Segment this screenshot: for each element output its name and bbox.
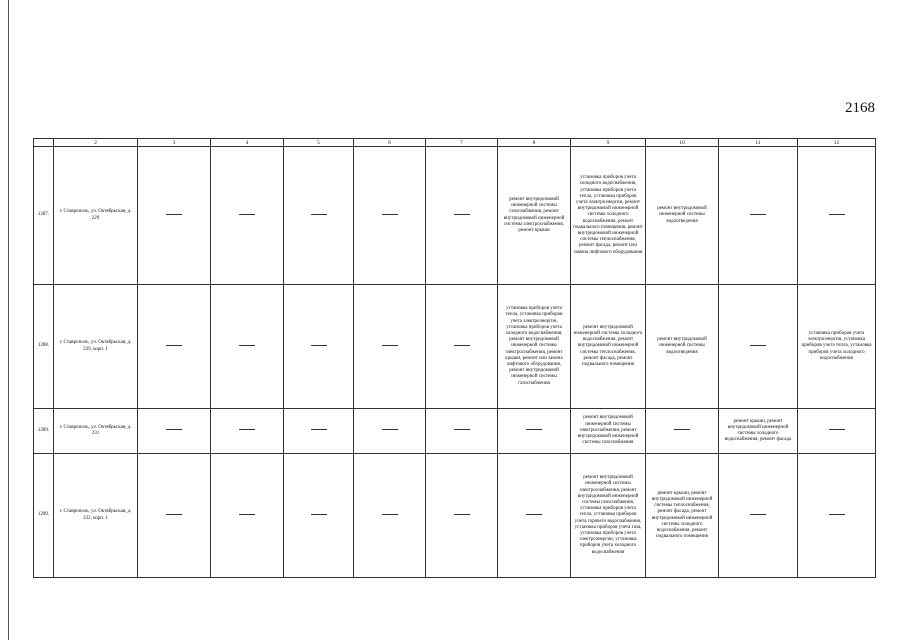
dash-mark xyxy=(166,429,182,430)
row-number: 1288. xyxy=(34,285,54,409)
dash-mark xyxy=(239,514,255,515)
dash-mark xyxy=(311,345,327,346)
page-number: 2168 xyxy=(845,100,875,116)
address-cell: г. Ставрополь, ул. Октябрьская, д. 229, корп. 1 xyxy=(54,285,138,409)
empty-cell xyxy=(211,147,284,285)
empty-cell xyxy=(354,147,426,285)
dash-mark xyxy=(454,514,470,515)
empty-cell xyxy=(211,409,284,454)
empty-cell xyxy=(284,409,354,454)
works-cell: ремонт внутридомовой инженерной системы электроснабжения, ремонт внутридомовой инженерной системы газоснабжения, установка приборов учета тепла, установка приборов учета горячего водоснабжения, установка приборов учета газа, установка приборов учета электроэнергии, установка приборов учета холодного водоснабжения xyxy=(571,454,646,578)
dash-mark xyxy=(829,214,845,215)
empty-cell xyxy=(284,147,354,285)
header-cell: 5 xyxy=(284,139,354,147)
address-cell: г. Ставрополь, ул. Октябрьская, д. 231 xyxy=(54,409,138,454)
dash-mark xyxy=(311,214,327,215)
dash-mark xyxy=(382,514,398,515)
header-cell: 12 xyxy=(798,139,876,147)
empty-cell xyxy=(719,454,798,578)
header-cell: 7 xyxy=(426,139,498,147)
works-cell: ремонт внутридомовой инженерной системы газоснабжения, ремонт внутридомовой инженерной системы электроснабжения, ремонт крыши xyxy=(498,147,571,285)
empty-cell xyxy=(354,409,426,454)
header-cell: 10 xyxy=(646,139,719,147)
empty-cell xyxy=(138,409,211,454)
empty-cell xyxy=(798,147,876,285)
empty-cell xyxy=(498,409,571,454)
empty-cell xyxy=(138,147,211,285)
empty-cell xyxy=(426,454,498,578)
dash-mark xyxy=(526,514,542,515)
dash-mark xyxy=(454,429,470,430)
row-number: 1287. xyxy=(34,147,54,285)
dash-mark xyxy=(382,214,398,215)
dash-mark xyxy=(311,429,327,430)
works-cell: ремонт внутридомовой инженерной системы холодного водоснабжения, ремонт внутридомовой инженерной системы теплоснабжения, ремонт фасада, ремонт подвального помещения xyxy=(571,285,646,409)
header-cell: 3 xyxy=(138,139,211,147)
works-cell: установка приборов учета холодного водоснабжения, установка приборов учета тепла, установка приборов учета электроэнергии, ремонт внутридомовой инженерной системы холодного водоснабжения, ремонт подвального помещения, ремонт внутридомовой инженерной системы теплоснабжения, ремонт фасада, ремонт или замена лифтового оборудования xyxy=(571,147,646,285)
header-row xyxy=(34,139,876,147)
dash-mark xyxy=(750,345,766,346)
empty-cell xyxy=(211,285,284,409)
table-row xyxy=(34,147,876,285)
dash-mark xyxy=(311,514,327,515)
empty-cell xyxy=(719,285,798,409)
dash-mark xyxy=(166,214,182,215)
dash-mark xyxy=(526,429,542,430)
dash-mark xyxy=(454,345,470,346)
works-cell: ремонт внутридомовой инженерной системы водоотведения xyxy=(646,147,719,285)
empty-cell xyxy=(211,454,284,578)
empty-cell xyxy=(284,454,354,578)
dash-mark xyxy=(454,214,470,215)
dash-mark xyxy=(239,345,255,346)
dash-mark xyxy=(166,514,182,515)
works-cell: ремонт внутридомовой инженерной системы электроснабжения, ремонт внутридомовой инженерной системы газоснабжения xyxy=(571,409,646,454)
dash-mark xyxy=(382,429,398,430)
empty-cell xyxy=(354,285,426,409)
empty-cell xyxy=(646,409,719,454)
table-row xyxy=(34,285,876,409)
empty-cell xyxy=(426,147,498,285)
empty-cell xyxy=(426,285,498,409)
dash-mark xyxy=(166,345,182,346)
dash-mark xyxy=(829,514,845,515)
works-cell: установка приборов учета электроэнергии, установка приборов учета тепла, установка приборов учета холодного водоснабжения xyxy=(798,285,876,409)
table-row xyxy=(34,409,876,454)
header-cell xyxy=(34,139,54,147)
dash-mark xyxy=(239,429,255,430)
dash-mark xyxy=(750,214,766,215)
dash-mark xyxy=(829,429,845,430)
row-number: 1290. xyxy=(34,454,54,578)
table-row xyxy=(34,454,876,578)
empty-cell xyxy=(138,454,211,578)
margin-line xyxy=(8,0,9,640)
empty-cell xyxy=(284,285,354,409)
header-cell: 4 xyxy=(211,139,284,147)
address-cell: г. Ставрополь, ул. Октябрьская, д. 229 xyxy=(54,147,138,285)
dash-mark xyxy=(239,214,255,215)
address-cell: г. Ставрополь, ул. Октябрьская, д. 232, корп. 1 xyxy=(54,454,138,578)
row-number: 1289. xyxy=(34,409,54,454)
dash-mark xyxy=(382,345,398,346)
empty-cell xyxy=(138,285,211,409)
header-cell: 8 xyxy=(498,139,571,147)
register-table xyxy=(33,138,876,578)
empty-cell xyxy=(498,454,571,578)
header-cell: 2 xyxy=(54,139,138,147)
empty-cell xyxy=(354,454,426,578)
dash-mark xyxy=(750,514,766,515)
header-cell: 9 xyxy=(571,139,646,147)
works-cell: ремонт внутридомовой инженерной системы водоотведения xyxy=(646,285,719,409)
empty-cell xyxy=(719,147,798,285)
empty-cell xyxy=(798,454,876,578)
dash-mark xyxy=(674,429,690,430)
works-cell: ремонт крыши, ремонт внутридомовой инженерной системы теплоснабжения, ремонт фасада, ремонт внутридомовой инженерной системы холодного водоснабжения, ремонт подвального помещения xyxy=(646,454,719,578)
works-cell: установка приборов учета тепла, установка приборов учета электроэнергии, установка приборов учета холодного водоснабжения, ремонт внутридомовой инженерной системы электроснабжения, ремонт крыши, ремонт или замена лифтового оборудования, ремонт внутридомовой инженерной системы газоснабжения xyxy=(498,285,571,409)
header-cell: 6 xyxy=(354,139,426,147)
empty-cell xyxy=(426,409,498,454)
empty-cell xyxy=(798,409,876,454)
works-cell: ремонт крыши, ремонт внутридомовой инженерной системы холодного водоснабжения, ремонт фасада xyxy=(719,409,798,454)
header-cell: 11 xyxy=(719,139,798,147)
